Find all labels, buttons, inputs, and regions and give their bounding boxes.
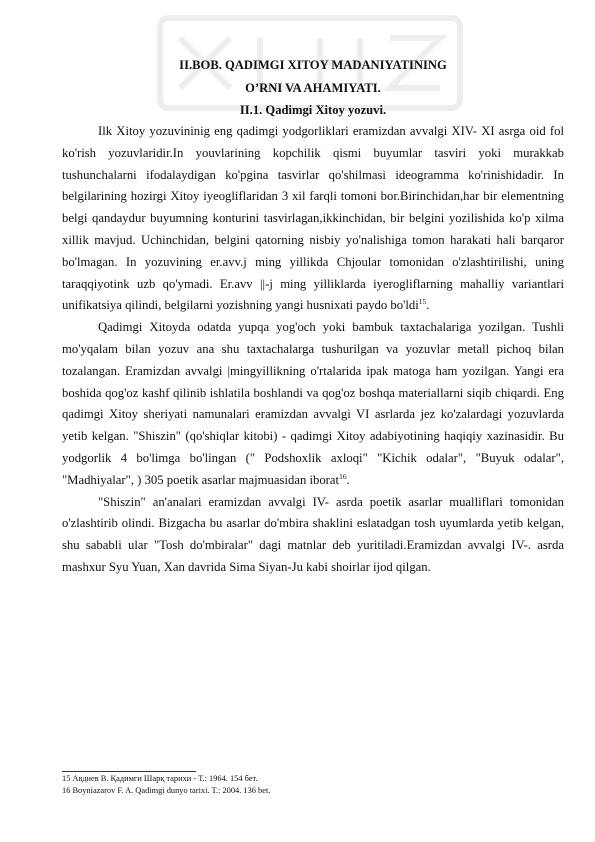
body-text (62, 121, 564, 579)
paragraph (62, 317, 564, 491)
section-title: II.1. Qadimgi Xitoy yozuvi. (239, 103, 387, 117)
paragraph (62, 121, 564, 317)
footnote-ref[interactable]: 16 (339, 471, 347, 481)
footnote: 16 Boyniazarov F. A. Qadimgi dunyo tarixi. T.: 2004. 136 bet. (62, 786, 271, 795)
paragraph-text: "Shiszin" an'analari eramizdan avvalgi IV- asrda poetik asarlar mualliflari tomonidan o'zlashtirib olindi. Bizgacha bu asarlar do'mbira shaklini eslatadgan tosh uyumlarda yetib kelgan, shu sababli ular "Tosh do'mbiralar" dagi matnlar deb yuritiladi.Eramizdan avvalgi IV-. asrda mashxur Syu Yuan, Xan davrida Sima Siyan-Ju kabi shoirlar ijod qilgan. (62, 494, 564, 574)
chapter-subtitle: O’RNI VA AHAMIYATI. (245, 81, 381, 95)
paragraph-text: Ilk Xitoy yozuvininig eng qadimgi yodgorliklari eramizdan avvalgi XIV- XI asrga oid fol ko'rish yozuvlaridir.In youvlarining kopchilik qismi buyumlar tasviri yoki murakkab tushunchalarni ifodalaydigan ko'pgina tasvirlar qo'shilmasi ideogramma ko'rinishidadir. In belgilarining hozirgi Xitoy iyeogliflaridan 3 xil farqli tomoni bor.Birinchidan,har bir elementning belgi qandaydur buyumning konturini tasvirlagan,ikkinchidan, bir belgini yozilishida ko'p xilma xillik mavjud. Uchinchidan, belgini qatorning nisbiy yo'nalishiga tomon harakati hali barqaror bo'lmagan. In yozuvining er.avv.j ming yillikda Chjoular tomonidan o'zlashtirilishi, uning taraqqiyotink uzb qo'ymadi. Er.avv ||-j ming yilliklarda iyerogliflarning mahalliy variantlari unifikatsiya qilindi, belgilarni yozishning yangi husnixati paydo bo'ldi (62, 124, 564, 313)
paragraph (62, 492, 564, 579)
footnote: 15 Авдиев В. Қадимги Шарқ тарихи - Т.: 1964. 154 бет. (62, 774, 258, 783)
chapter-title: II.BOB. QADIMGI XITOY MADANIYATINING (179, 58, 447, 72)
footnotes (62, 773, 564, 797)
footnote-ref[interactable]: 15 (418, 297, 427, 307)
paragraph-tail: . (426, 298, 430, 313)
footnote-divider (62, 771, 196, 772)
paragraph-text: Qadimgi Xitoyda odatda yupqa yog'och yoki bambuk taxtachalariga yozilgan. Tushli mo'yqalam bilan yozuv ana shu taxtachalarga tushurilgan va yozuvlar metall pichoq bilan tozalangan. Eramizdan avvalgi |mingyillikning o'rtalarida ipak matoga ham yozilgan. Yangi era boshida qog'oz kashf qilinib ishlatila boshlandi va qog'oz boshqa materiallarni siqib chiqardi. Eng qadimgi Xitoy sheriyati namunalari eramizdan avvalgi VI asrlarda jez ko'zalardagi yozuvlarda yetib kelgan. "Shiszin" (qo'shiqlar kitobi) - qadimgi Xitoy adabiyotining haqiqiy xazinasidir. Bu yodgorlik 4 bo'limga bo'lingan (" Podshoxlik axloqi" "Kichik odalar", "Buyuk odalar", "Madhiyalar", ) 305 poetik asarlar majmuasidan iborat (62, 320, 564, 487)
paragraph-tail: . (346, 472, 350, 487)
